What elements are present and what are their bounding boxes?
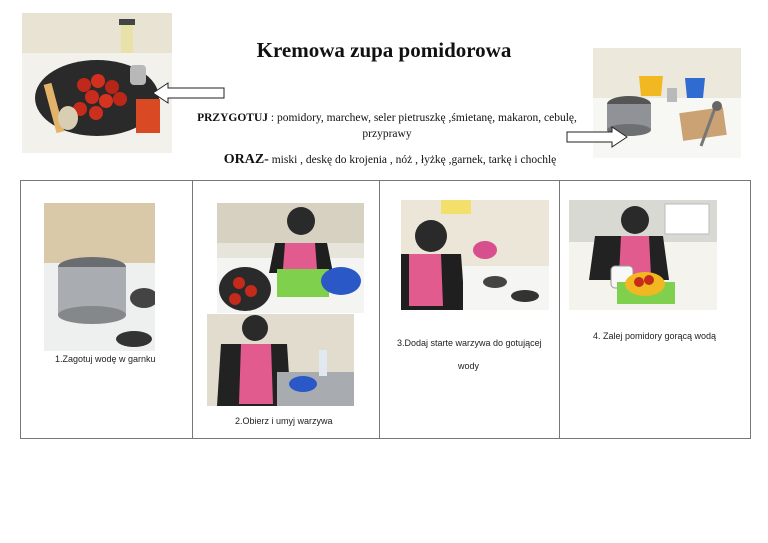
step4-photo	[569, 200, 717, 310]
step3-caption-line2: wody	[458, 361, 480, 371]
prepare-text: pomidory, marchew, seler pietruszkę ,śmietanę, makaron, cebulę, przyprawy	[276, 112, 577, 140]
step3-photo	[401, 200, 549, 310]
also-label: ORAZ-	[223, 152, 269, 167]
step1-photo	[44, 203, 155, 351]
ingredients-photo	[22, 13, 172, 153]
also-line	[190, 152, 590, 168]
page-title: Kremowa zupa pomidorowa	[256, 38, 512, 62]
prepare-line	[192, 110, 582, 142]
arrow-left-icon	[152, 82, 226, 109]
prepare-separator: :	[268, 112, 275, 124]
step2-photo-top	[217, 203, 364, 313]
step2-caption: 2.Obierz i umyj warzywa	[235, 416, 333, 426]
step1-caption: 1.Zagotuj wodę w garnku	[55, 354, 156, 364]
step3-caption-line1: 3.Dodaj starte warzywa do gotującej	[397, 338, 542, 348]
arrow-right-icon	[566, 126, 628, 153]
prepare-label: PRZYGOTUJ	[197, 112, 268, 124]
step2-photo-bottom	[207, 314, 354, 406]
also-text: miski , deskę do krojenia , nóż , łyżkę ,garnek, tarkę i chochlę	[271, 154, 557, 166]
step4-caption: 4. Zalej pomidory gorącą wodą	[593, 331, 717, 341]
steps-table	[20, 180, 751, 439]
